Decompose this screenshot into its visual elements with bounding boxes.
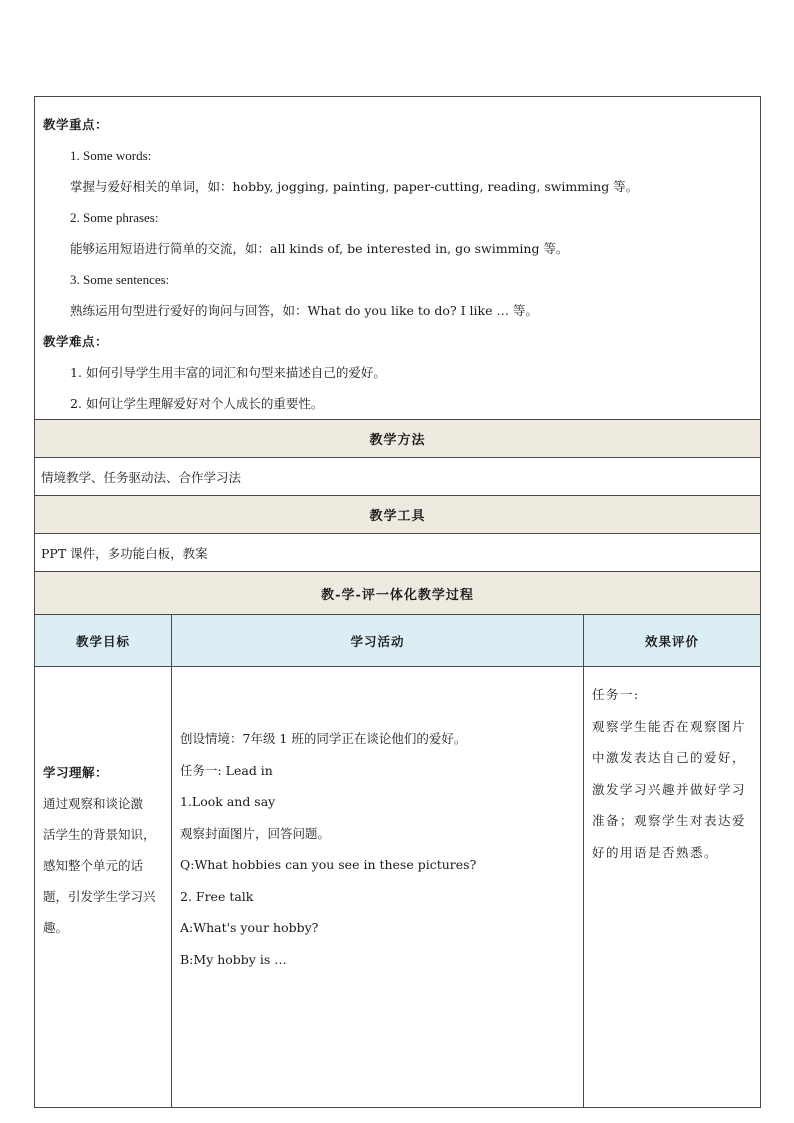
column-header-evaluation: 效果评价 bbox=[584, 615, 761, 667]
tools-header-row bbox=[35, 496, 761, 534]
activity-line: 观察封面图片，回答问题。 bbox=[180, 825, 331, 841]
evaluation-line: 激发学习兴趣并做好学习 bbox=[592, 781, 747, 797]
methods-content: 情境教学、任务驱动法、合作学习法 bbox=[35, 458, 761, 496]
lesson-plan-table bbox=[34, 96, 761, 1108]
difficulty-title: 教学难点： bbox=[43, 334, 109, 349]
column-header-row bbox=[35, 615, 761, 667]
process-body-row bbox=[35, 667, 761, 1108]
methods-header-row bbox=[35, 420, 761, 458]
difficulty-item: 1. 如何引导学生用丰富的词汇和句型来描述自己的爱好。 bbox=[70, 365, 386, 380]
key-point-heading: 2. Some phrases: bbox=[70, 210, 159, 225]
activity-line: 任务一: Lead in bbox=[180, 762, 273, 778]
goal-line: 活学生的背景知识， bbox=[43, 827, 156, 842]
tools-content: PPT 课件，多功能白板，教案 bbox=[35, 534, 761, 572]
methods-content-row bbox=[35, 458, 761, 496]
activity-line: 2. Free talk bbox=[180, 888, 254, 904]
key-point-heading: 3. Some sentences: bbox=[70, 272, 170, 287]
key-point-heading: 1. Some words: bbox=[70, 148, 152, 163]
activity-cell bbox=[172, 667, 584, 1108]
key-point-detail: 熟练运用句型进行爱好的询问与回答，如：What do you like to do? I like … 等。 bbox=[70, 303, 538, 318]
activity-line: B:My hobby is … bbox=[180, 951, 287, 967]
process-title: 教-学-评一体化教学过程 bbox=[35, 572, 761, 615]
key-point-detail: 能够运用短语进行简单的交流，如：all kinds of, be interested in, go swimming 等。 bbox=[70, 241, 569, 256]
goal-line: 趣。 bbox=[43, 920, 69, 935]
evaluation-line: 准备；观察学生对表达爱 bbox=[592, 813, 747, 828]
focus-row bbox=[35, 97, 761, 420]
goal-line: 通过观察和谈论激 bbox=[43, 796, 144, 811]
tools-content-row bbox=[35, 534, 761, 572]
evaluation-line: 任务一: bbox=[592, 687, 640, 702]
goal-line: 题，引发学生学习兴 bbox=[43, 889, 156, 904]
key-point-detail: 掌握与爱好相关的单词，如：hobby, jogging, painting, paper-cutting, reading, swimming 等。 bbox=[70, 179, 639, 194]
evaluation-line: 观察学生能否在观察图片 bbox=[592, 718, 747, 734]
key-points-title: 教学重点： bbox=[43, 117, 109, 132]
process-header-row bbox=[35, 572, 761, 615]
goal-title: 学习理解： bbox=[43, 765, 109, 780]
evaluation-line: 中激发表达自己的爱好， bbox=[592, 750, 747, 765]
goal-cell bbox=[35, 667, 172, 1108]
tools-title: 教学工具 bbox=[35, 496, 761, 534]
methods-title: 教学方法 bbox=[35, 420, 761, 458]
activity-line: A:What's your hobby? bbox=[180, 920, 319, 935]
goal-line: 感知整个单元的话 bbox=[43, 858, 144, 873]
activity-line: 1.Look and say bbox=[180, 794, 276, 809]
activity-line: Q:What hobbies can you see in these pictures? bbox=[180, 857, 477, 872]
activity-line: 创设情境：7年级 1 班的同学正在谈论他们的爱好。 bbox=[180, 731, 467, 746]
evaluation-line: 好的用语是否熟悉。 bbox=[592, 844, 719, 860]
column-header-activity: 学习活动 bbox=[172, 615, 584, 667]
focus-cell bbox=[35, 97, 761, 420]
evaluation-cell bbox=[584, 667, 761, 1108]
difficulty-item: 2. 如何让学生理解爱好对个人成长的重要性。 bbox=[70, 396, 324, 411]
column-header-goal: 教学目标 bbox=[35, 615, 172, 667]
